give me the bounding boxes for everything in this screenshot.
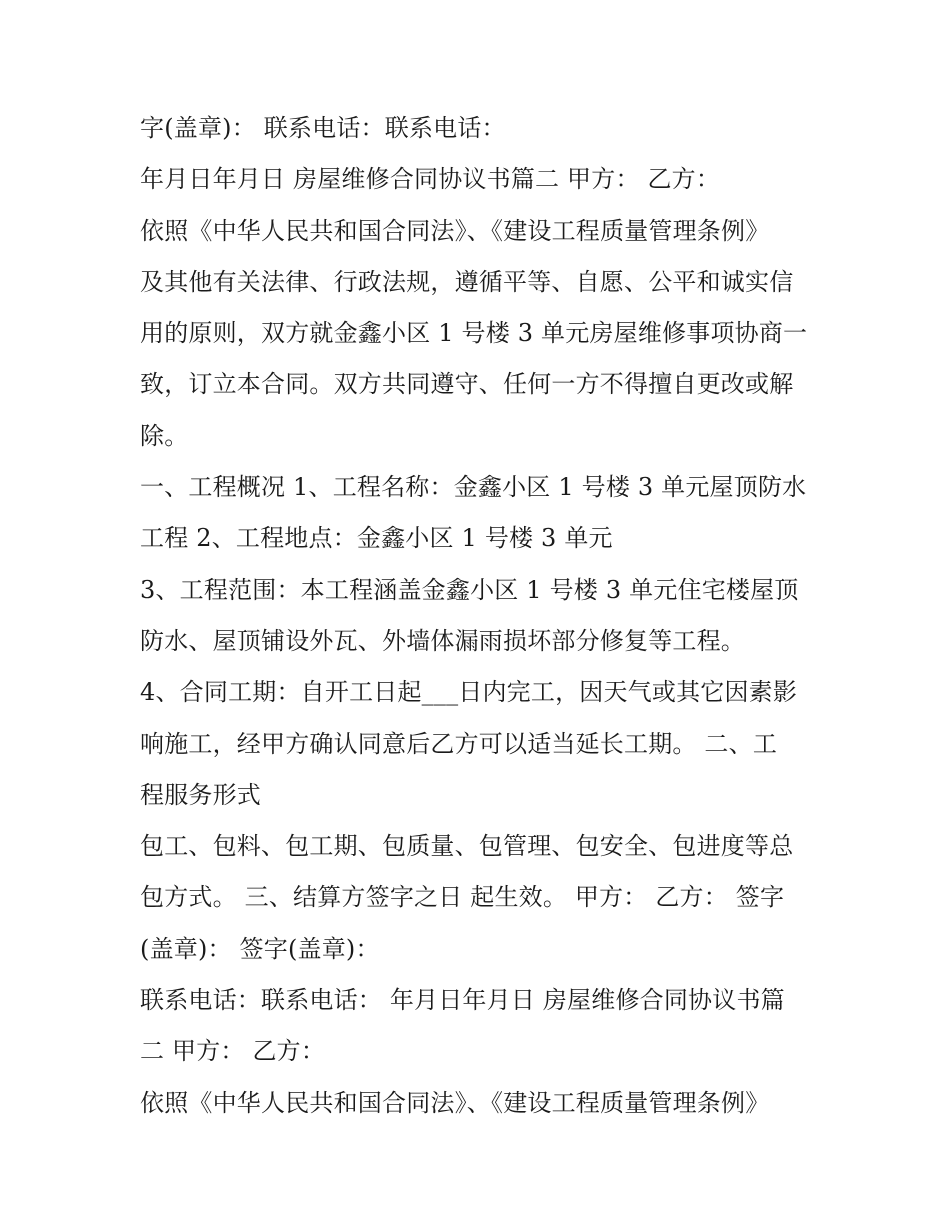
text-line: 防水、屋顶铺设外瓦、外墙体漏雨损坏部分修复等工程。 bbox=[140, 626, 745, 655]
text-line: 联系电话：联系电话： 年月日年月日 房屋维修合同协议书篇 bbox=[140, 986, 785, 1015]
text-line: 用的原则，双方就金鑫小区 1 号楼 3 单元房屋维修事项协商一 bbox=[140, 319, 808, 348]
text-line: 包方式。 三、结算方签字之日 起生效。 甲方： 乙方： 签字 bbox=[140, 883, 785, 912]
text-line: 响施工，经甲方确认同意后乙方可以适当延长工期。 二、工 bbox=[140, 729, 778, 758]
text-line: 包工、包料、包工期、包质量、包管理、包安全、包进度等总 bbox=[140, 832, 794, 861]
text-line: 依照《中华人民共和国合同法》、《建设工程质量管理条例》 bbox=[140, 1088, 770, 1117]
text-line: 年月日年月日 房屋维修合同协议书篇二 甲方： 乙方： bbox=[140, 165, 721, 194]
text-line: 一、工程概况 1、工程名称：金鑫小区 1 号楼 3 单元屋顶防水 bbox=[140, 473, 807, 502]
document-body bbox=[140, 103, 840, 1129]
text-line: 工程 2、工程地点：金鑫小区 1 号楼 3 单元 bbox=[140, 524, 613, 553]
text-line: 二 甲方： 乙方： bbox=[140, 1037, 326, 1066]
text-line: 依照《中华人民共和国合同法》、《建设工程质量管理条例》 bbox=[140, 216, 770, 245]
text-line: 4、合同工期：自开工日起___日内完工，因天气或其它因素影 bbox=[140, 678, 798, 707]
text-line: 除。 bbox=[140, 421, 189, 450]
text-line: 及其他有关法律、行政法规，遵循平等、自愿、公平和诚实信 bbox=[140, 267, 794, 296]
text-line: 3、工程范围：本工程涵盖金鑫小区 1 号楼 3 单元住宅楼屋顶 bbox=[140, 575, 799, 604]
text-line: 程服务形式 bbox=[140, 780, 261, 809]
text-line: 致，订立本合同。双方共同遵守、任何一方不得擅自更改或解 bbox=[140, 370, 794, 399]
text-line: (盖章)： 签字(盖章)： bbox=[140, 934, 380, 963]
text-line: 字(盖章)： 联系电话：联系电话： bbox=[140, 114, 506, 142]
